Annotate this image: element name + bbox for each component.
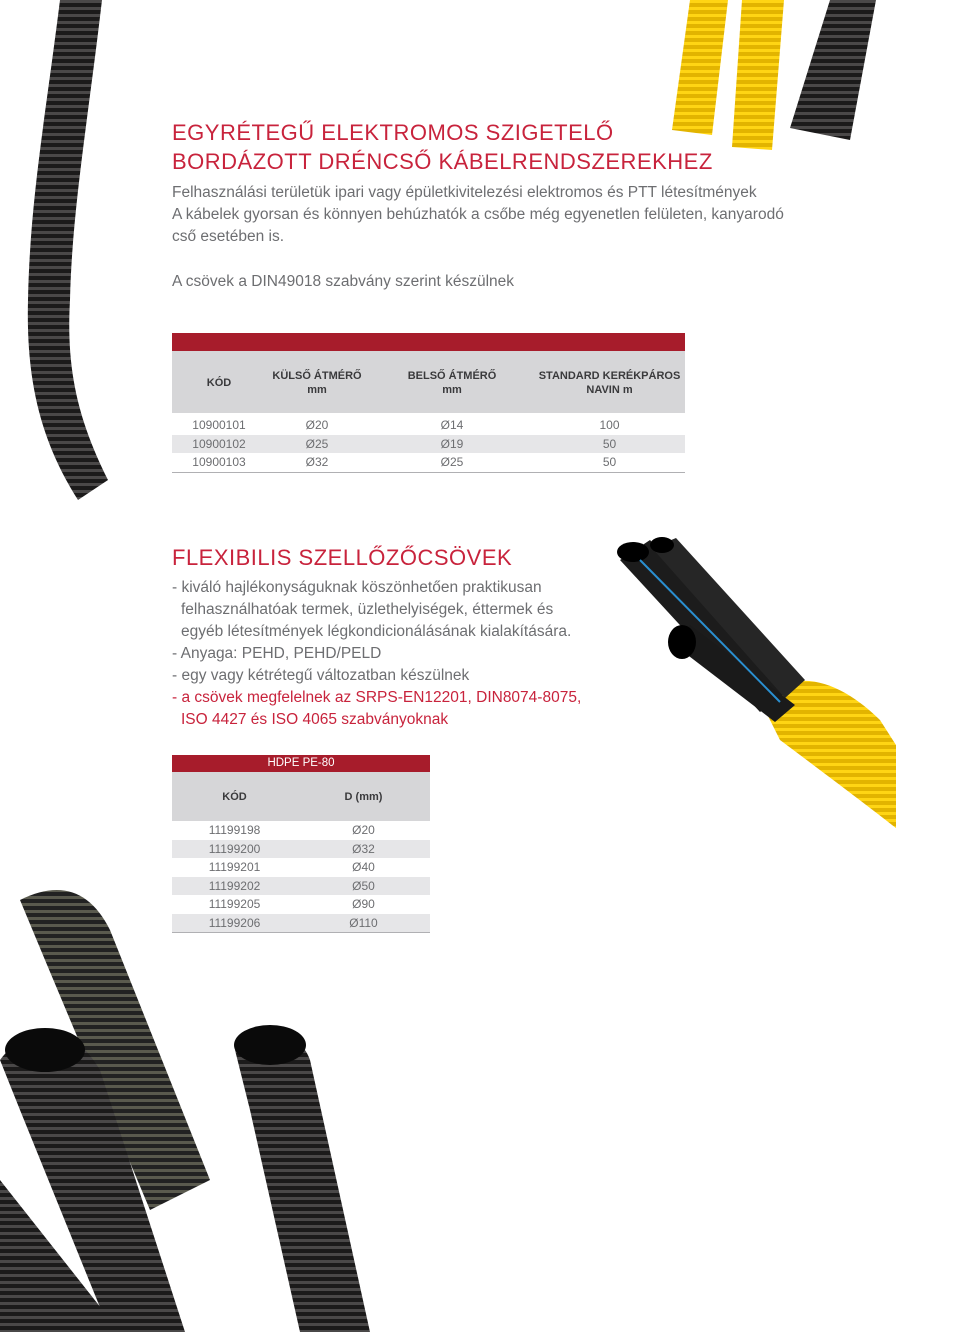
hdpe-bar-label: HDPE PE-80 [267,757,335,769]
cell-code: 10900103 [192,455,246,469]
description-line: A kábelek gyorsan és könnyen behúzhatók a csőbe még egyenetlen felületen, kanyarodó [172,206,784,223]
section1-title-line2: BORDÁZOTT DRÉNCSŐ KÁBELRENDSZEREKHEZ [172,149,713,174]
header-inner-label: BELSŐ ÁTMÉRŐ [407,370,497,382]
cell-inner: Ø14 [440,418,464,432]
table-bottom-rule [172,932,430,933]
cell-code: 11199200 [208,841,261,856]
description-line: Felhasználási területük ipari vagy épületkivitelezési elektromos és PTT létesítmények [172,184,757,201]
header-inner-diameter [397,369,507,397]
table-row [172,858,430,877]
header-outer-label: KÜLSŐ ÁTMÉRŐ [272,370,362,382]
cell-code: 11199201 [208,860,261,874]
cell-code: 11199198 [208,823,261,837]
header-diameter: D (mm) [344,791,383,803]
cell-length: 50 [602,436,617,451]
standard-note: A csövek a DIN49018 szabvány szerint készülnek [172,273,515,290]
cell-outer: Ø20 [305,418,329,432]
bullet-line: egyéb létesítmények légkondicionálásának kialakítására. [181,623,572,640]
cell-length: 50 [602,455,617,469]
cell-code: 11199202 [208,878,261,893]
drain-pipe-table [172,333,685,473]
table-row [172,453,685,472]
cell-code: 10900102 [192,436,246,451]
table-row [172,840,430,859]
table-header [172,772,430,821]
cell-code: 10900101 [192,418,246,432]
bullet-line: felhasználhatóak termek, üzlethelyiségek, éttermek és [181,601,554,618]
cell-inner: Ø25 [440,455,464,469]
cell-code: 11199205 [208,897,261,911]
section1-title [172,118,713,176]
cell-diameter: Ø50 [352,878,375,893]
table-row [172,877,430,896]
cell-length: 100 [599,418,620,432]
cell-diameter: Ø32 [352,841,375,856]
cell-inner: Ø19 [440,436,464,451]
cell-diameter: Ø110 [349,915,378,930]
cell-diameter: Ø90 [352,897,375,911]
table-row [172,914,430,933]
bullet-line-highlight: ISO 4427 és ISO 4065 szabványoknak [181,711,449,728]
header-code: KÓD [222,791,247,803]
bullet-line-highlight: - a csövek megfelelnek az SRPS-EN12201, DIN8074-8075, [172,689,582,706]
cell-diameter: Ø40 [352,860,375,874]
section2-bullets [172,577,612,731]
section1-description [172,182,832,248]
cell-code: 11199206 [208,915,261,930]
table-row [172,821,430,840]
table-bottom-rule [172,472,685,473]
table-header [172,351,685,413]
header-std-label: STANDARD KERÉKPÁROS [538,370,681,382]
header-inner-unit: mm [442,384,462,396]
table-row [172,895,430,914]
header-code: KÓD [206,377,232,389]
section1-title-line1: EGYRÉTEGŰ ELEKTROMOS SZIGETELŐ [172,120,614,145]
cell-outer: Ø32 [305,455,329,469]
section2-title: FLEXIBILIS SZELLŐZŐCSÖVEK [172,545,513,570]
header-standard-length [537,369,682,397]
header-outer-diameter [262,369,372,397]
bullet-line: - Anyaga: PEHD, PEHD/PELD [172,645,382,662]
cell-outer: Ø25 [305,436,329,451]
header-std-unit: NAVIN m [586,384,633,396]
table-row [172,435,685,454]
table-red-bar [172,333,685,351]
table-row [172,416,685,435]
bullet-line: - egy vagy kétrétegű változatban készülnek [172,667,470,684]
bullet-line: - kiváló hajlékonyságuknak köszönhetően praktikusan [172,579,542,596]
hdpe-table [172,755,430,935]
cell-diameter: Ø20 [352,823,375,837]
table-red-bar [172,755,430,772]
header-outer-unit: mm [307,384,327,396]
description-line: cső esetében is. [172,228,285,245]
